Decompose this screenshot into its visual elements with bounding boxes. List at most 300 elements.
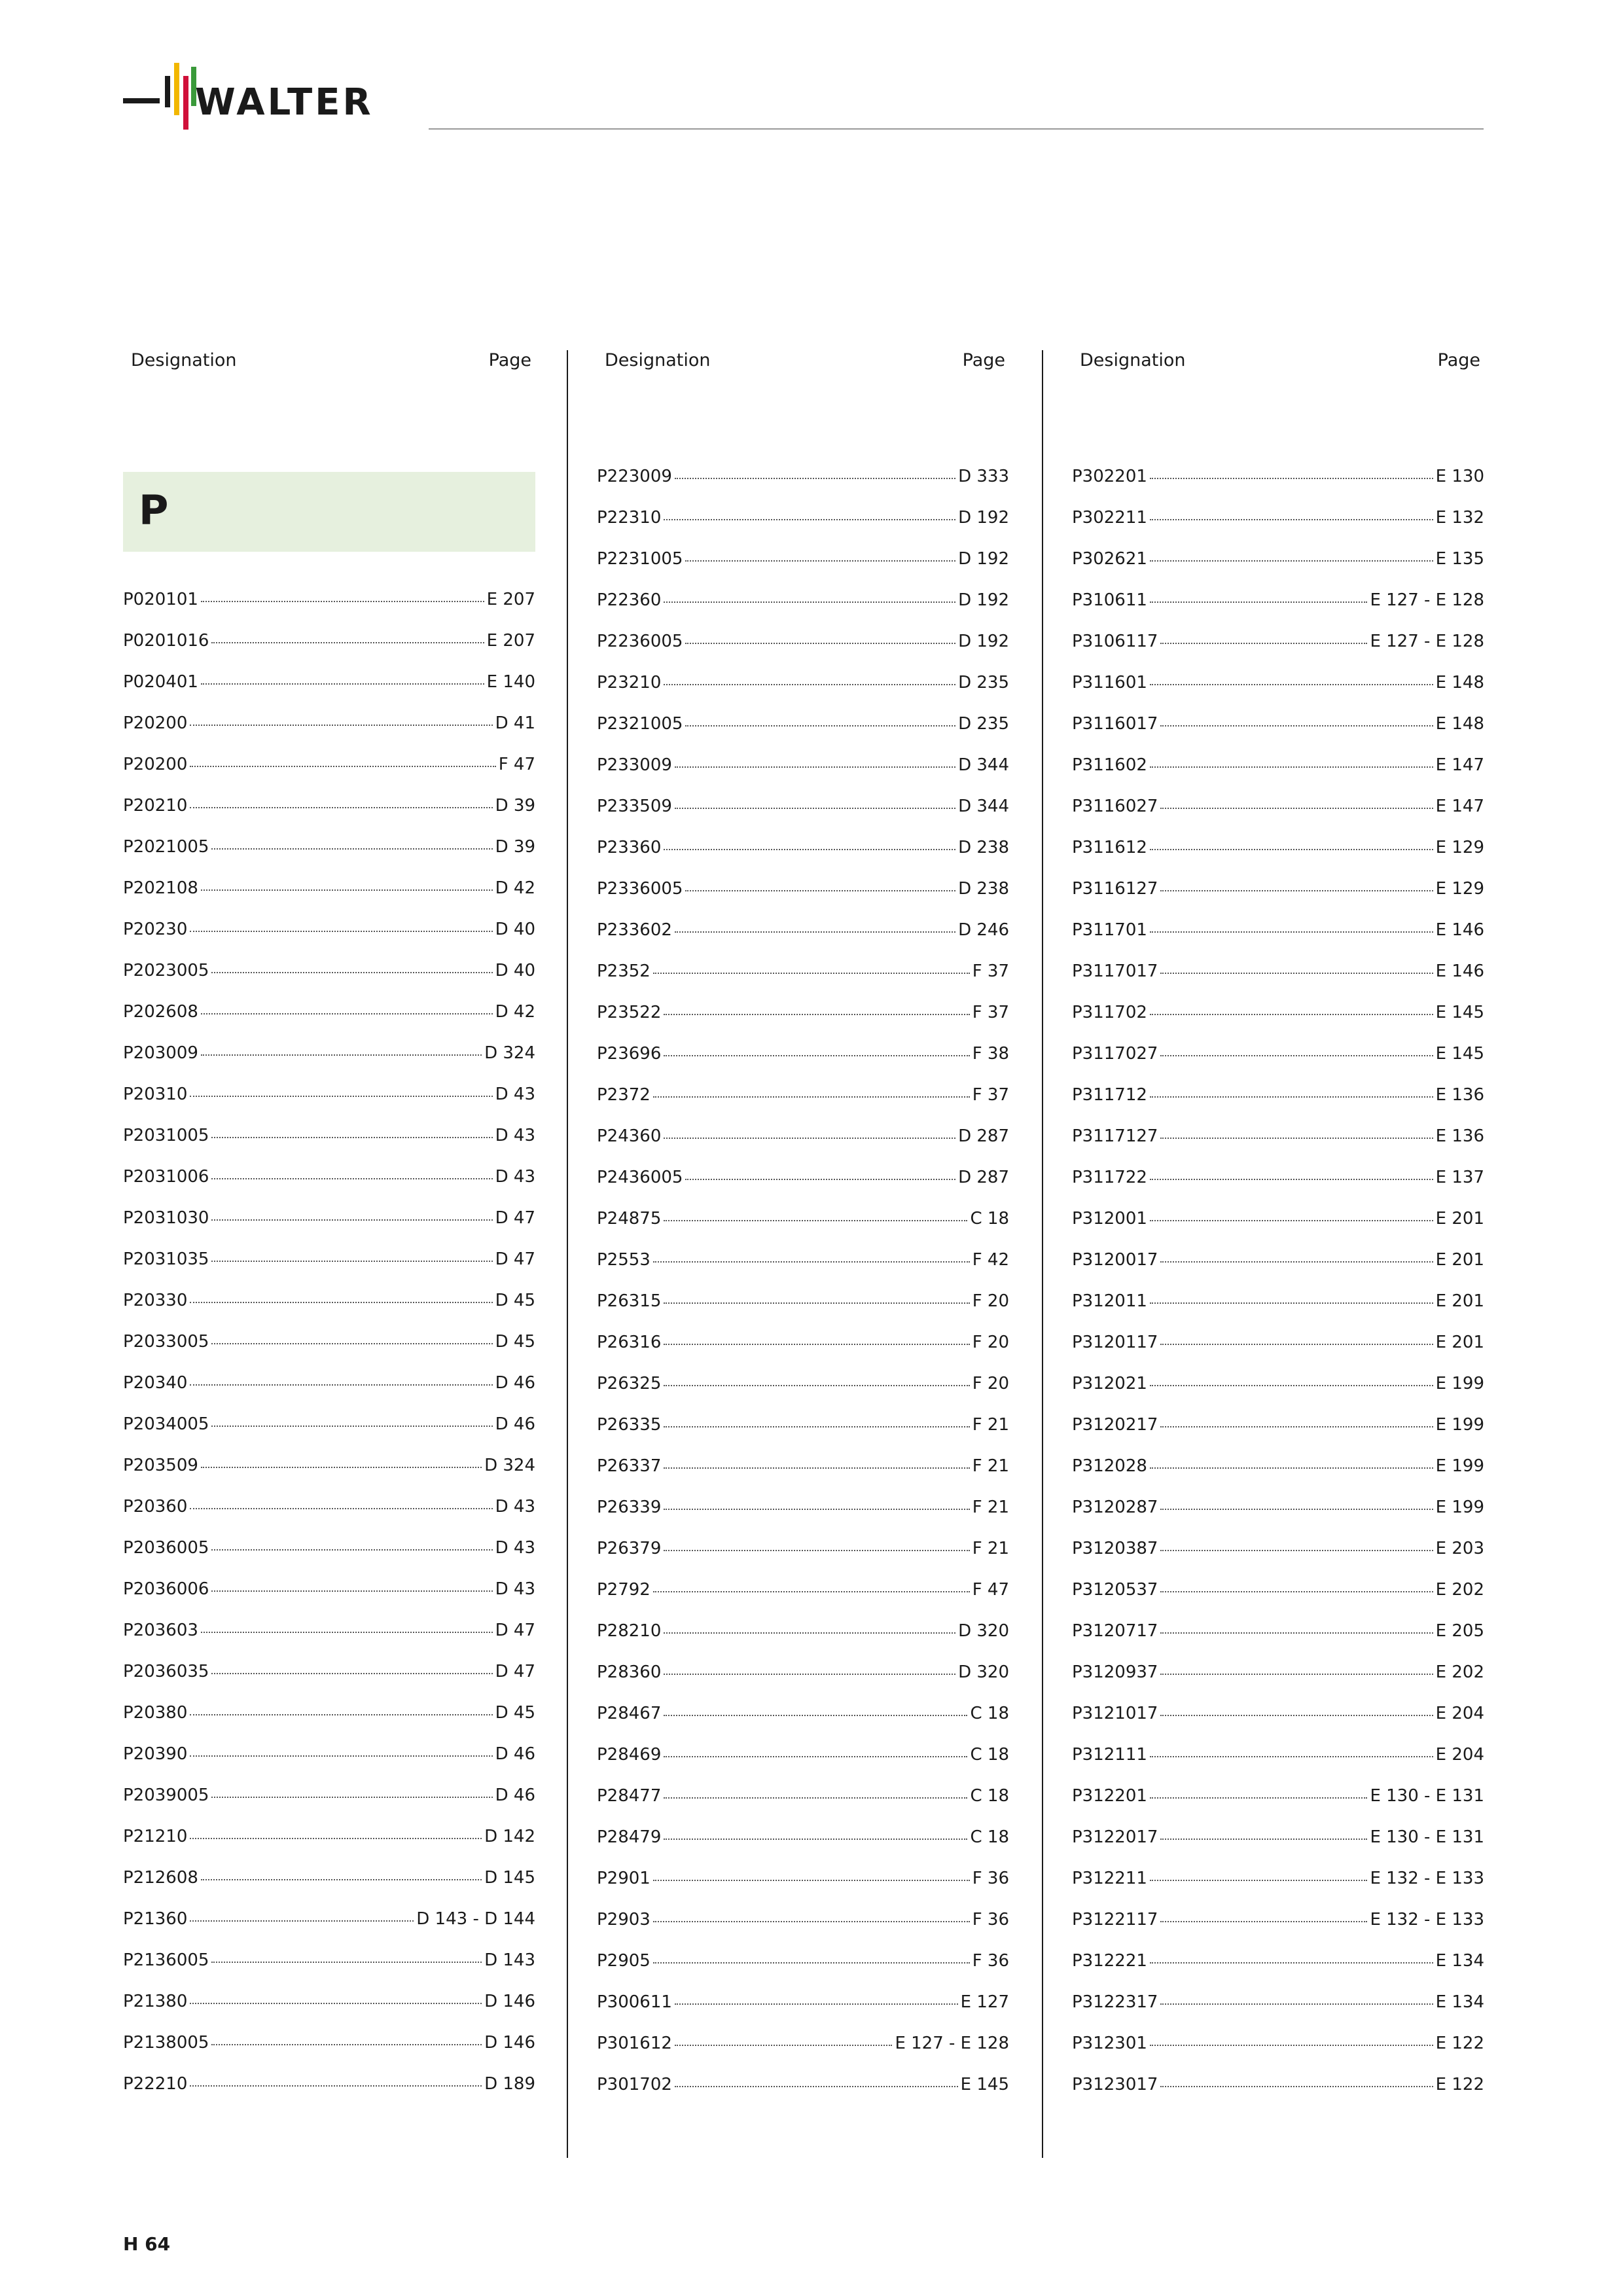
entry-designation: P2031005: [123, 1126, 209, 1145]
entry-page: D 192: [958, 549, 1009, 569]
dot-leader: [190, 1920, 414, 1922]
entry-page: D 145: [484, 1868, 535, 1888]
dot-leader: [664, 1756, 967, 1757]
entry-designation: P233509: [597, 797, 672, 816]
entry-page: E 122: [1435, 2034, 1484, 2053]
dot-leader: [201, 1013, 493, 1014]
dot-leader: [1150, 1797, 1368, 1799]
index-entry: [123, 1043, 535, 1069]
entry-designation: P22310: [597, 508, 662, 528]
entry-designation: P28469: [597, 1745, 662, 1765]
entry-designation: P26379: [597, 1539, 662, 1558]
page-heading: Page: [1437, 350, 1480, 370]
entry-page: D 320: [958, 1662, 1009, 1682]
entry-page: E 136: [1435, 1126, 1484, 1146]
entry-page: E 204: [1435, 1745, 1484, 1765]
dot-leader: [664, 1509, 969, 1510]
entry-page: D 46: [495, 1744, 535, 1764]
dot-leader: [1160, 1426, 1433, 1427]
entry-designation: P2136005: [123, 1950, 209, 1970]
entry-designation: P3120017: [1072, 1250, 1158, 1270]
dot-leader: [211, 1343, 492, 1344]
index-entry: [597, 1085, 1009, 1111]
index-entry: [123, 920, 535, 946]
entry-designation: P20200: [123, 713, 188, 733]
entry-designation: P2036035: [123, 1662, 209, 1681]
index-entry: [597, 1869, 1009, 1895]
entry-designation: P302201: [1072, 467, 1147, 486]
entry-page: E 140: [486, 672, 535, 692]
entry-designation: P20360: [123, 1497, 188, 1516]
entry-page: E 202: [1435, 1662, 1484, 1682]
entry-designation: P2901: [597, 1869, 651, 1888]
dot-leader: [664, 1138, 955, 1139]
entry-page: E 147: [1435, 797, 1484, 816]
dot-leader: [190, 725, 492, 726]
entry-designation: P20390: [123, 1744, 188, 1764]
logo-wordmark: WALTER: [195, 81, 374, 124]
dot-leader: [201, 1054, 482, 1056]
index-entry: [597, 1415, 1009, 1441]
dot-leader: [664, 1426, 969, 1427]
dot-leader: [1150, 766, 1433, 768]
index-entry: [123, 1291, 535, 1317]
dot-leader: [190, 1384, 492, 1386]
dot-leader: [190, 1714, 492, 1715]
dot-leader: [1150, 931, 1433, 933]
dot-leader: [1160, 1839, 1367, 1840]
entry-page: D 45: [495, 1703, 535, 1723]
entry-page: E 207: [486, 590, 535, 609]
index-entry: [123, 1085, 535, 1111]
dot-leader: [190, 766, 495, 767]
dot-leader: [201, 683, 484, 685]
header-rule: [429, 128, 1484, 130]
dot-leader: [664, 1344, 969, 1345]
dot-leader: [1150, 478, 1433, 479]
dot-leader: [653, 1921, 970, 1922]
entry-page: D 47: [495, 1621, 535, 1640]
entry-designation: P2792: [597, 1580, 651, 1600]
index-entry: [123, 1950, 535, 1977]
column-divider-1: [567, 350, 568, 2158]
dot-leader: [1160, 1261, 1433, 1263]
dot-leader: [211, 1261, 492, 1262]
index-entry: [123, 1868, 535, 1894]
entry-designation: P2021005: [123, 837, 209, 857]
entry-page: D 40: [495, 961, 535, 980]
entry-page: D 287: [958, 1126, 1009, 1146]
index-entry: [597, 508, 1009, 534]
dot-leader: [685, 560, 955, 562]
entry-page: D 46: [495, 1785, 535, 1805]
dot-leader: [190, 1838, 482, 1839]
index-entry: [1072, 2034, 1484, 2060]
entry-designation: P311601: [1072, 673, 1147, 692]
dot-leader: [664, 1715, 967, 1716]
index-entry: [597, 590, 1009, 617]
index-entry: [597, 1003, 1009, 1029]
entry-page: E 203: [1435, 1539, 1484, 1558]
dot-leader: [1150, 1880, 1368, 1881]
entry-designation: P2321005: [597, 714, 683, 734]
dot-leader: [211, 1219, 492, 1221]
logo-bar-black: [165, 76, 170, 107]
dot-leader: [190, 1096, 492, 1097]
entry-page: D 45: [495, 1332, 535, 1352]
entry-page: D 46: [495, 1373, 535, 1393]
index-entry: [123, 1002, 535, 1028]
index-entry: [1072, 1951, 1484, 1977]
entry-page: D 235: [958, 673, 1009, 692]
dot-leader: [1160, 808, 1433, 809]
dot-leader: [664, 1467, 969, 1469]
entry-designation: P24360: [597, 1126, 662, 1146]
entry-page: F 42: [972, 1250, 1009, 1270]
index-entry: [1072, 1827, 1484, 1854]
dot-leader: [664, 1055, 969, 1056]
page-number: H 64: [123, 2233, 171, 2255]
index-entry: [123, 1579, 535, 1605]
entry-page: E 146: [1435, 961, 1484, 981]
dot-leader: [653, 973, 970, 974]
entry-designation: P311702: [1072, 1003, 1147, 1022]
dot-leader: [211, 1590, 492, 1592]
index-entry: [123, 1785, 535, 1812]
dot-leader: [211, 2044, 482, 2045]
entry-designation: P3120937: [1072, 1662, 1158, 1682]
dot-leader: [1150, 1179, 1433, 1180]
entry-page: E 132 - E 133: [1370, 1869, 1484, 1888]
dot-leader: [675, 478, 955, 479]
dot-leader: [664, 1632, 955, 1634]
dot-leader: [201, 1632, 493, 1633]
dot-leader: [1160, 725, 1433, 726]
index-entry: [123, 755, 535, 781]
entry-page: C 18: [970, 1209, 1009, 1229]
index-entry: [597, 755, 1009, 781]
entry-page: D 45: [495, 1291, 535, 1310]
entry-page: E 135: [1435, 549, 1484, 569]
entry-designation: P20310: [123, 1085, 188, 1104]
index-entry: [1072, 1992, 1484, 2018]
index-entry: [123, 1126, 535, 1152]
index-entry: [597, 467, 1009, 493]
entry-page: C 18: [970, 1704, 1009, 1723]
entry-designation: P3120387: [1072, 1539, 1158, 1558]
entry-designation: P3106117: [1072, 632, 1158, 651]
entry-designation: P2903: [597, 1910, 651, 1929]
entry-page: D 192: [958, 632, 1009, 651]
dot-leader: [664, 849, 955, 850]
dot-leader: [664, 1302, 969, 1304]
dot-leader: [1150, 2045, 1433, 2046]
entry-page: D 40: [495, 920, 535, 939]
entry-designation: P22210: [123, 2074, 188, 2094]
dot-leader: [653, 1591, 970, 1592]
entry-page: F 47: [972, 1580, 1009, 1600]
index-entry: [123, 1744, 535, 1770]
entry-designation: P2033005: [123, 1332, 209, 1352]
entry-page: F 36: [972, 1951, 1009, 1971]
dot-leader: [211, 1137, 492, 1138]
index-entry: [123, 1662, 535, 1688]
index-entry: [123, 631, 535, 657]
entry-designation: P3120117: [1072, 1333, 1158, 1352]
entry-page: D 324: [484, 1043, 535, 1063]
index-entry: [1072, 1291, 1484, 1318]
index-entry: [123, 1208, 535, 1234]
index-entry: [123, 1497, 535, 1523]
index-entry: [597, 1704, 1009, 1730]
dot-leader: [201, 1467, 482, 1468]
index-entry: [597, 1951, 1009, 1977]
entry-designation: P2236005: [597, 632, 683, 651]
entry-designation: P20340: [123, 1373, 188, 1393]
entry-designation: P2036006: [123, 1579, 209, 1599]
entry-page: E 122: [1435, 2075, 1484, 2094]
dot-leader: [201, 889, 493, 891]
index-column-2: [597, 350, 1009, 2094]
dot-leader: [1160, 1921, 1367, 1922]
entry-page: F 21: [972, 1498, 1009, 1517]
entry-page: D 46: [495, 1414, 535, 1434]
index-entry: [1072, 879, 1484, 905]
dot-leader: [1150, 684, 1433, 685]
entry-page: D 142: [484, 1827, 535, 1846]
entry-designation: P020101: [123, 590, 198, 609]
entry-designation: P26325: [597, 1374, 662, 1393]
index-entry: [1072, 961, 1484, 988]
entry-designation: P2336005: [597, 879, 683, 899]
entry-designation: P202608: [123, 1002, 198, 1022]
entry-designation: P20210: [123, 796, 188, 816]
index-entry: [597, 1209, 1009, 1235]
entry-designation: P2039005: [123, 1785, 209, 1805]
dot-leader: [211, 1178, 492, 1179]
index-entry: [123, 1249, 535, 1276]
dot-leader: [685, 1179, 955, 1180]
index-entry: [123, 590, 535, 616]
dot-leader: [1160, 2086, 1433, 2087]
dot-leader: [675, 2003, 958, 2005]
index-entry: [123, 1909, 535, 1935]
column-header: [1072, 350, 1484, 376]
dot-leader: [211, 1549, 492, 1551]
entry-page: D 324: [484, 1456, 535, 1475]
section-letter-box: [123, 472, 535, 552]
entry-page: E 201: [1435, 1291, 1484, 1311]
index-entry: [597, 714, 1009, 740]
entry-page: D 143: [484, 1950, 535, 1970]
entry-page: E 207: [486, 631, 535, 651]
index-entry: [1072, 632, 1484, 658]
entry-page: D 333: [958, 467, 1009, 486]
entry-designation: P2031030: [123, 1208, 209, 1228]
entry-page: E 134: [1435, 1992, 1484, 2012]
logo-dash: [123, 98, 160, 103]
entry-page: C 18: [970, 1827, 1009, 1847]
entry-page: F 37: [972, 1003, 1009, 1022]
index-entry: [1072, 1910, 1484, 1936]
dot-leader: [1160, 1674, 1433, 1675]
index-entry: [1072, 1662, 1484, 1689]
column-divider-2: [1042, 350, 1043, 2158]
index-entry: [1072, 1209, 1484, 1235]
entry-designation: P3122117: [1072, 1910, 1158, 1929]
dot-leader: [653, 1962, 970, 1964]
entry-designation: P20330: [123, 1291, 188, 1310]
dot-leader: [190, 931, 492, 932]
index-entry: [123, 1621, 535, 1647]
index-entry: [597, 1662, 1009, 1689]
index-entry: [1072, 1539, 1484, 1565]
index-entry: [1072, 1621, 1484, 1647]
entry-page: D 42: [495, 878, 535, 898]
index-entry: [1072, 797, 1484, 823]
dot-leader: [664, 519, 955, 520]
entry-designation: P21360: [123, 1909, 188, 1929]
entry-page: E 148: [1435, 673, 1484, 692]
index-entry: [1072, 1250, 1484, 1276]
entry-designation: P312011: [1072, 1291, 1147, 1311]
column-header: [597, 350, 1009, 376]
entry-page: F 38: [972, 1044, 1009, 1064]
entry-page: E 127 - E 128: [1370, 590, 1484, 610]
index-entry: [597, 1992, 1009, 2018]
index-entry: [597, 1044, 1009, 1070]
entry-page: D 192: [958, 590, 1009, 610]
index-entry: [1072, 467, 1484, 493]
entry-page: E 202: [1435, 1580, 1484, 1600]
index-entry: [597, 1291, 1009, 1318]
dot-leader: [685, 725, 955, 726]
index-entry: [597, 2075, 1009, 2101]
entry-designation: P20200: [123, 755, 188, 774]
designation-heading: Designation: [1080, 350, 1186, 370]
entry-page: E 137: [1435, 1168, 1484, 1187]
entry-page: D 43: [495, 1167, 535, 1187]
entry-designation: P3120287: [1072, 1498, 1158, 1517]
entry-designation: P301702: [597, 2075, 672, 2094]
index-entry: [1072, 1580, 1484, 1606]
entry-designation: P3116127: [1072, 879, 1158, 899]
index-entry: [597, 549, 1009, 575]
dot-leader: [201, 1879, 482, 1880]
entry-designation: P312201: [1072, 1786, 1147, 1806]
dot-leader: [1160, 1509, 1433, 1510]
entry-page: D 189: [484, 2074, 535, 2094]
entry-designation: P203603: [123, 1621, 198, 1640]
dot-leader: [211, 1797, 492, 1798]
entry-page: E 127 - E 128: [895, 2034, 1009, 2053]
entry-page: D 235: [958, 714, 1009, 734]
entry-page: C 18: [970, 1745, 1009, 1765]
index-entry: [597, 1745, 1009, 1771]
entry-designation: P28477: [597, 1786, 662, 1806]
index-entry: [1072, 1333, 1484, 1359]
entry-designation: P3122017: [1072, 1827, 1158, 1847]
entry-designation: P26316: [597, 1333, 662, 1352]
designation-heading: Designation: [131, 350, 237, 370]
entry-page: E 127: [960, 1992, 1009, 2012]
index-entry: [123, 1703, 535, 1729]
dot-leader: [1150, 1385, 1433, 1386]
section-letter: P: [139, 486, 169, 534]
dot-leader: [211, 972, 492, 973]
dot-leader: [190, 1302, 492, 1303]
index-entry: [1072, 1415, 1484, 1441]
index-entry: [1072, 1745, 1484, 1771]
index-entry: [597, 1621, 1009, 1647]
entry-designation: P3117127: [1072, 1126, 1158, 1146]
entry-page: D 41: [495, 713, 535, 733]
index-entry: [597, 1333, 1009, 1359]
entry-designation: P3120537: [1072, 1580, 1158, 1600]
index-entry: [597, 632, 1009, 658]
dot-leader: [190, 2085, 482, 2087]
entry-designation: P28467: [597, 1704, 662, 1723]
index-entry: [123, 1456, 535, 1482]
entry-page: E 130 - E 131: [1370, 1827, 1484, 1847]
dot-leader: [1160, 1138, 1433, 1139]
dot-leader: [653, 1261, 970, 1263]
dot-leader: [664, 1014, 969, 1015]
entry-designation: P2553: [597, 1250, 651, 1270]
entry-page: E 199: [1435, 1415, 1484, 1435]
dot-leader: [1160, 2003, 1433, 2005]
dot-leader: [664, 601, 955, 603]
entry-designation: P3116027: [1072, 797, 1158, 816]
entry-designation: P311712: [1072, 1085, 1147, 1105]
index-entry: [1072, 2075, 1484, 2101]
index-entry: [123, 2033, 535, 2059]
entry-page: F 36: [972, 1869, 1009, 1888]
index-entry: [597, 1250, 1009, 1276]
entry-designation: P3117017: [1072, 961, 1158, 981]
entry-designation: P3122317: [1072, 1992, 1158, 2012]
dot-leader: [675, 2045, 893, 2046]
index-entry: [123, 796, 535, 822]
dot-leader: [1160, 1344, 1433, 1345]
index-entry: [1072, 673, 1484, 699]
dot-leader: [211, 642, 484, 643]
entry-page: D 143 - D 144: [416, 1909, 535, 1929]
index-entry: [123, 2074, 535, 2100]
entry-page: D 42: [495, 1002, 535, 1022]
index-entry: [597, 1126, 1009, 1153]
dot-leader: [1150, 1302, 1433, 1304]
dot-leader: [201, 601, 484, 602]
entry-designation: P312111: [1072, 1745, 1147, 1765]
entry-designation: P312028: [1072, 1456, 1147, 1476]
entry-designation: P26315: [597, 1291, 662, 1311]
entry-designation: P26339: [597, 1498, 662, 1517]
entry-designation: P212608: [123, 1868, 198, 1888]
dot-leader: [1150, 1220, 1433, 1221]
entry-designation: P312221: [1072, 1951, 1147, 1971]
index-entry: [1072, 1085, 1484, 1111]
dot-leader: [1150, 519, 1433, 520]
entry-designation: P2231005: [597, 549, 683, 569]
dot-leader: [675, 931, 955, 933]
index-entry: [123, 837, 535, 863]
entry-page: F 37: [972, 961, 1009, 981]
entry-designation: P310611: [1072, 590, 1147, 610]
entry-designation: P2372: [597, 1085, 651, 1105]
index-entry: [597, 1827, 1009, 1854]
entry-designation: P300611: [597, 1992, 672, 2012]
